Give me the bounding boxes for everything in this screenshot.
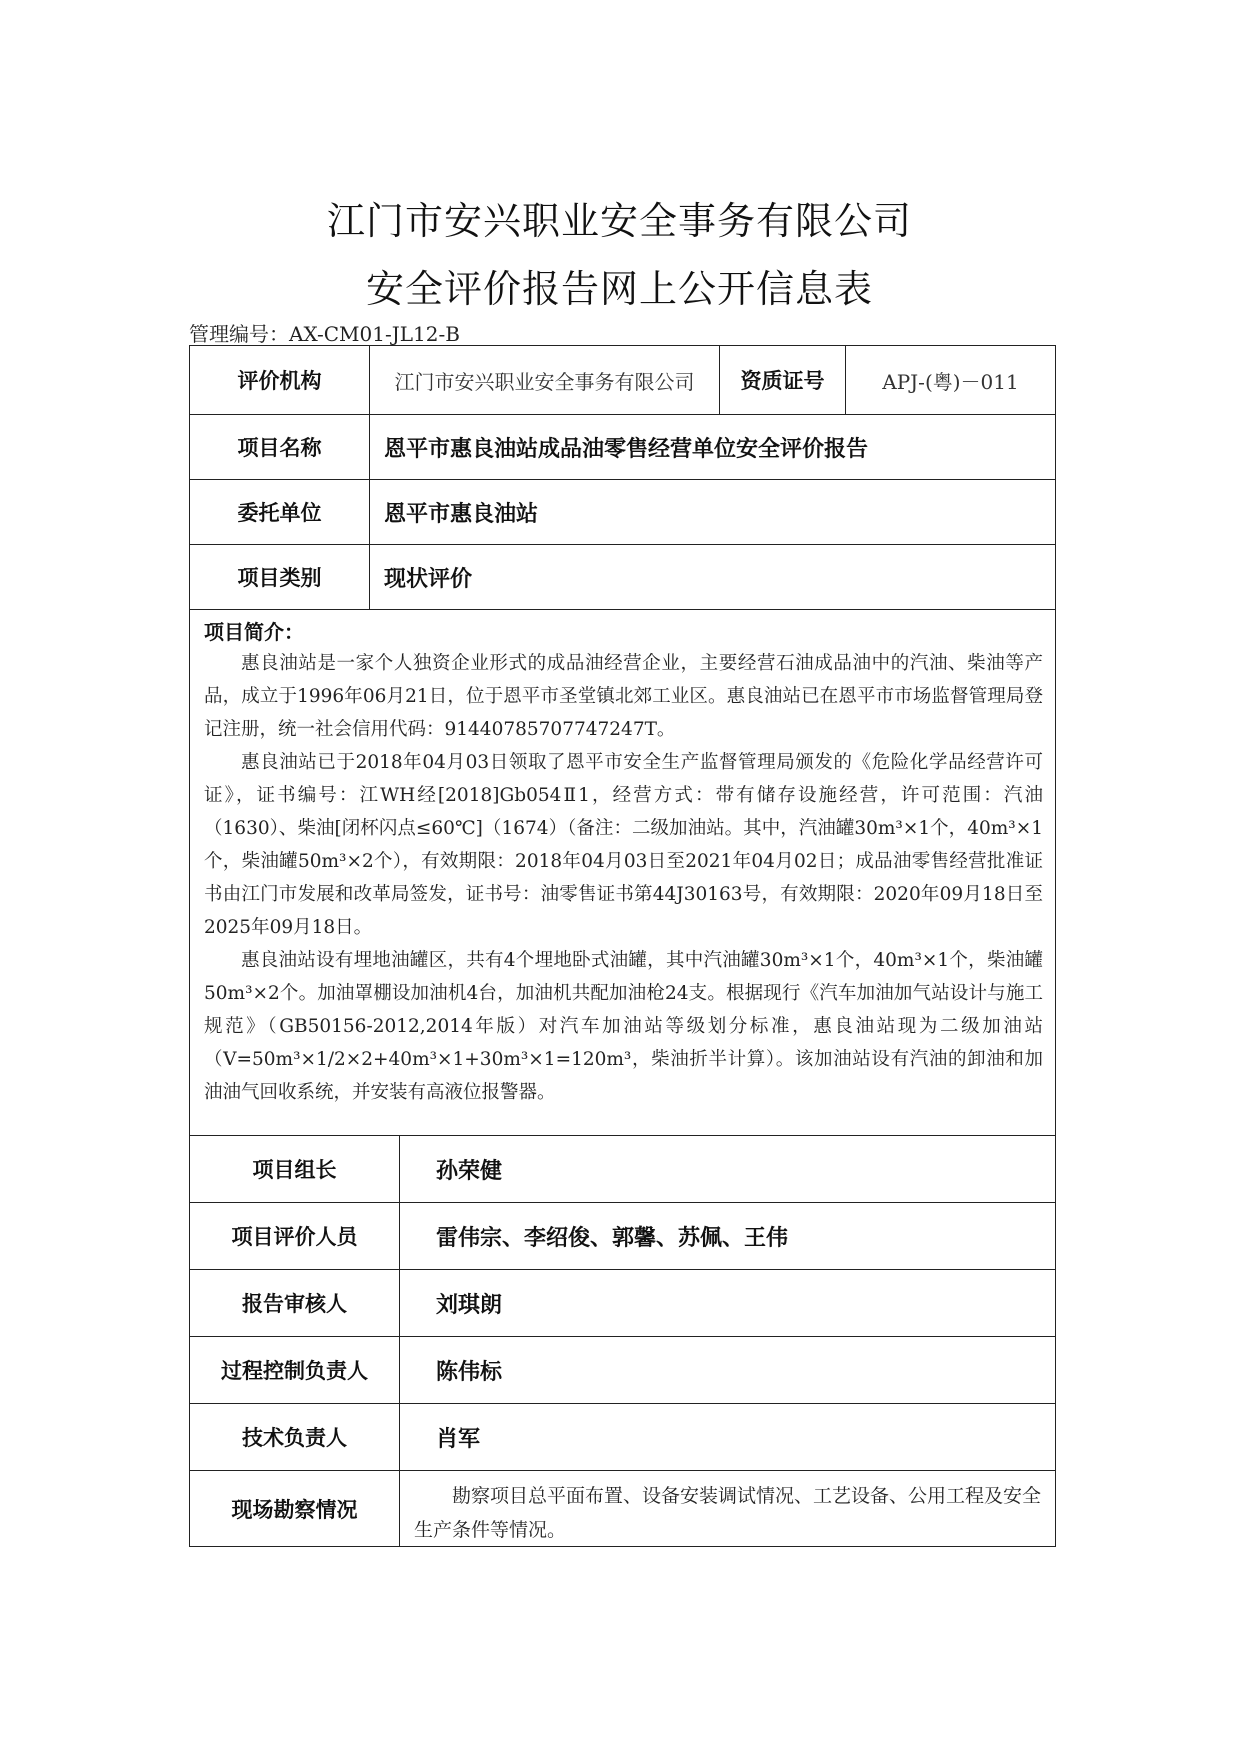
document-title: 江门市安兴职业安全事务有限公司 [326,199,912,243]
summary-paragraph: 惠良油站是一家个人独资企业形式的成品油经营企业，主要经营石油成品油中的汽油、柴油等产品，成立于1996年06月21日，位于恩平市圣堂镇北郊工业区。惠良油站已在恩平市市场监督管理局登记注册，统一社会信用代码：91440785707747247T。 [204,653,1043,740]
leader-value: 孙荣健 [399,1135,1056,1203]
client-label: 委托单位 [189,479,370,545]
leader-label: 项目组长 [189,1135,400,1203]
evaluators-label: 项目评价人员 [189,1202,400,1270]
category-label: 项目类别 [189,544,370,610]
survey-label: 现场勘察情况 [189,1470,400,1547]
technical-lead-label: 技术负责人 [189,1403,400,1471]
cert-value: APJ-(粤)－011 [845,345,1056,415]
summary-paragraph: 惠良油站设有埋地油罐区，共有4个埋地卧式油罐，其中汽油罐30m³×1个，40m³×1个，柴油罐50m³×2个。加油罩棚设加油机4台，加油机共配加油枪24支。根据现行《汽车加油加气站设计与施工规范》（GB50156-2012,2014年版）对汽车加油站等级划分标准，惠良油站现为二级加油站（V=50m³×1/2×2+40m³×1+30m³×1=120m³，柴油折半计算）。该加油站设有汽油的卸油和加油油气回收系统，并安装有高液位报警器。 [204,950,1043,1103]
document-subtitle: 安全评价报告网上公开信息表 [365,267,873,311]
summary-heading: 项目简介： [204,620,304,644]
management-number: 管理编号：AX-CM01-JL12-B [189,322,460,346]
summary-paragraph: 惠良油站已于2018年04月03日领取了恩平市安全生产监督管理局颁发的《危险化学品经营许可证》，证书编号：江WH经[2018]Gb054Ⅱ1，经营方式：带有储存设施经营，许可范围：汽油（1630）、柴油[闭杯闪点≤60℃]（1674）（备注：二级加油站。其中，汽油罐30m³×1个，40m³×1个，柴油罐50m³×2个），有效期限：2018年04月03日至2021年04月02日；成品油零售经营批准证书由江门市发展和改革局签发，证书号：油零售证书第44J30163号，有效期限：2020年09月18日至2025年09月18日。 [204,752,1043,938]
project-name-label: 项目名称 [189,414,370,480]
category-value: 现状评价 [369,544,1056,610]
reviewer-label: 报告审核人 [189,1269,400,1337]
process-control-label: 过程控制负责人 [189,1336,400,1404]
client-value: 恩平市惠良油站 [369,479,1056,545]
cert-label: 资质证号 [719,345,846,415]
project-summary [189,609,1056,1136]
evaluators-value: 雷伟宗、李绍俊、郭馨、苏佩、王伟 [399,1202,1056,1270]
survey-value: 勘察项目总平面布置、设备安装调试情况、工艺设备、公用工程及安全生产条件等情况。 [399,1470,1056,1547]
reviewer-value: 刘琪朗 [399,1269,1056,1337]
process-control-value: 陈伟标 [399,1336,1056,1404]
project-name-value: 恩平市惠良油站成品油零售经营单位安全评价报告 [369,414,1056,480]
org-value: 江门市安兴职业安全事务有限公司 [369,345,720,415]
org-label: 评价机构 [189,345,370,415]
technical-lead-value: 肖军 [399,1403,1056,1471]
